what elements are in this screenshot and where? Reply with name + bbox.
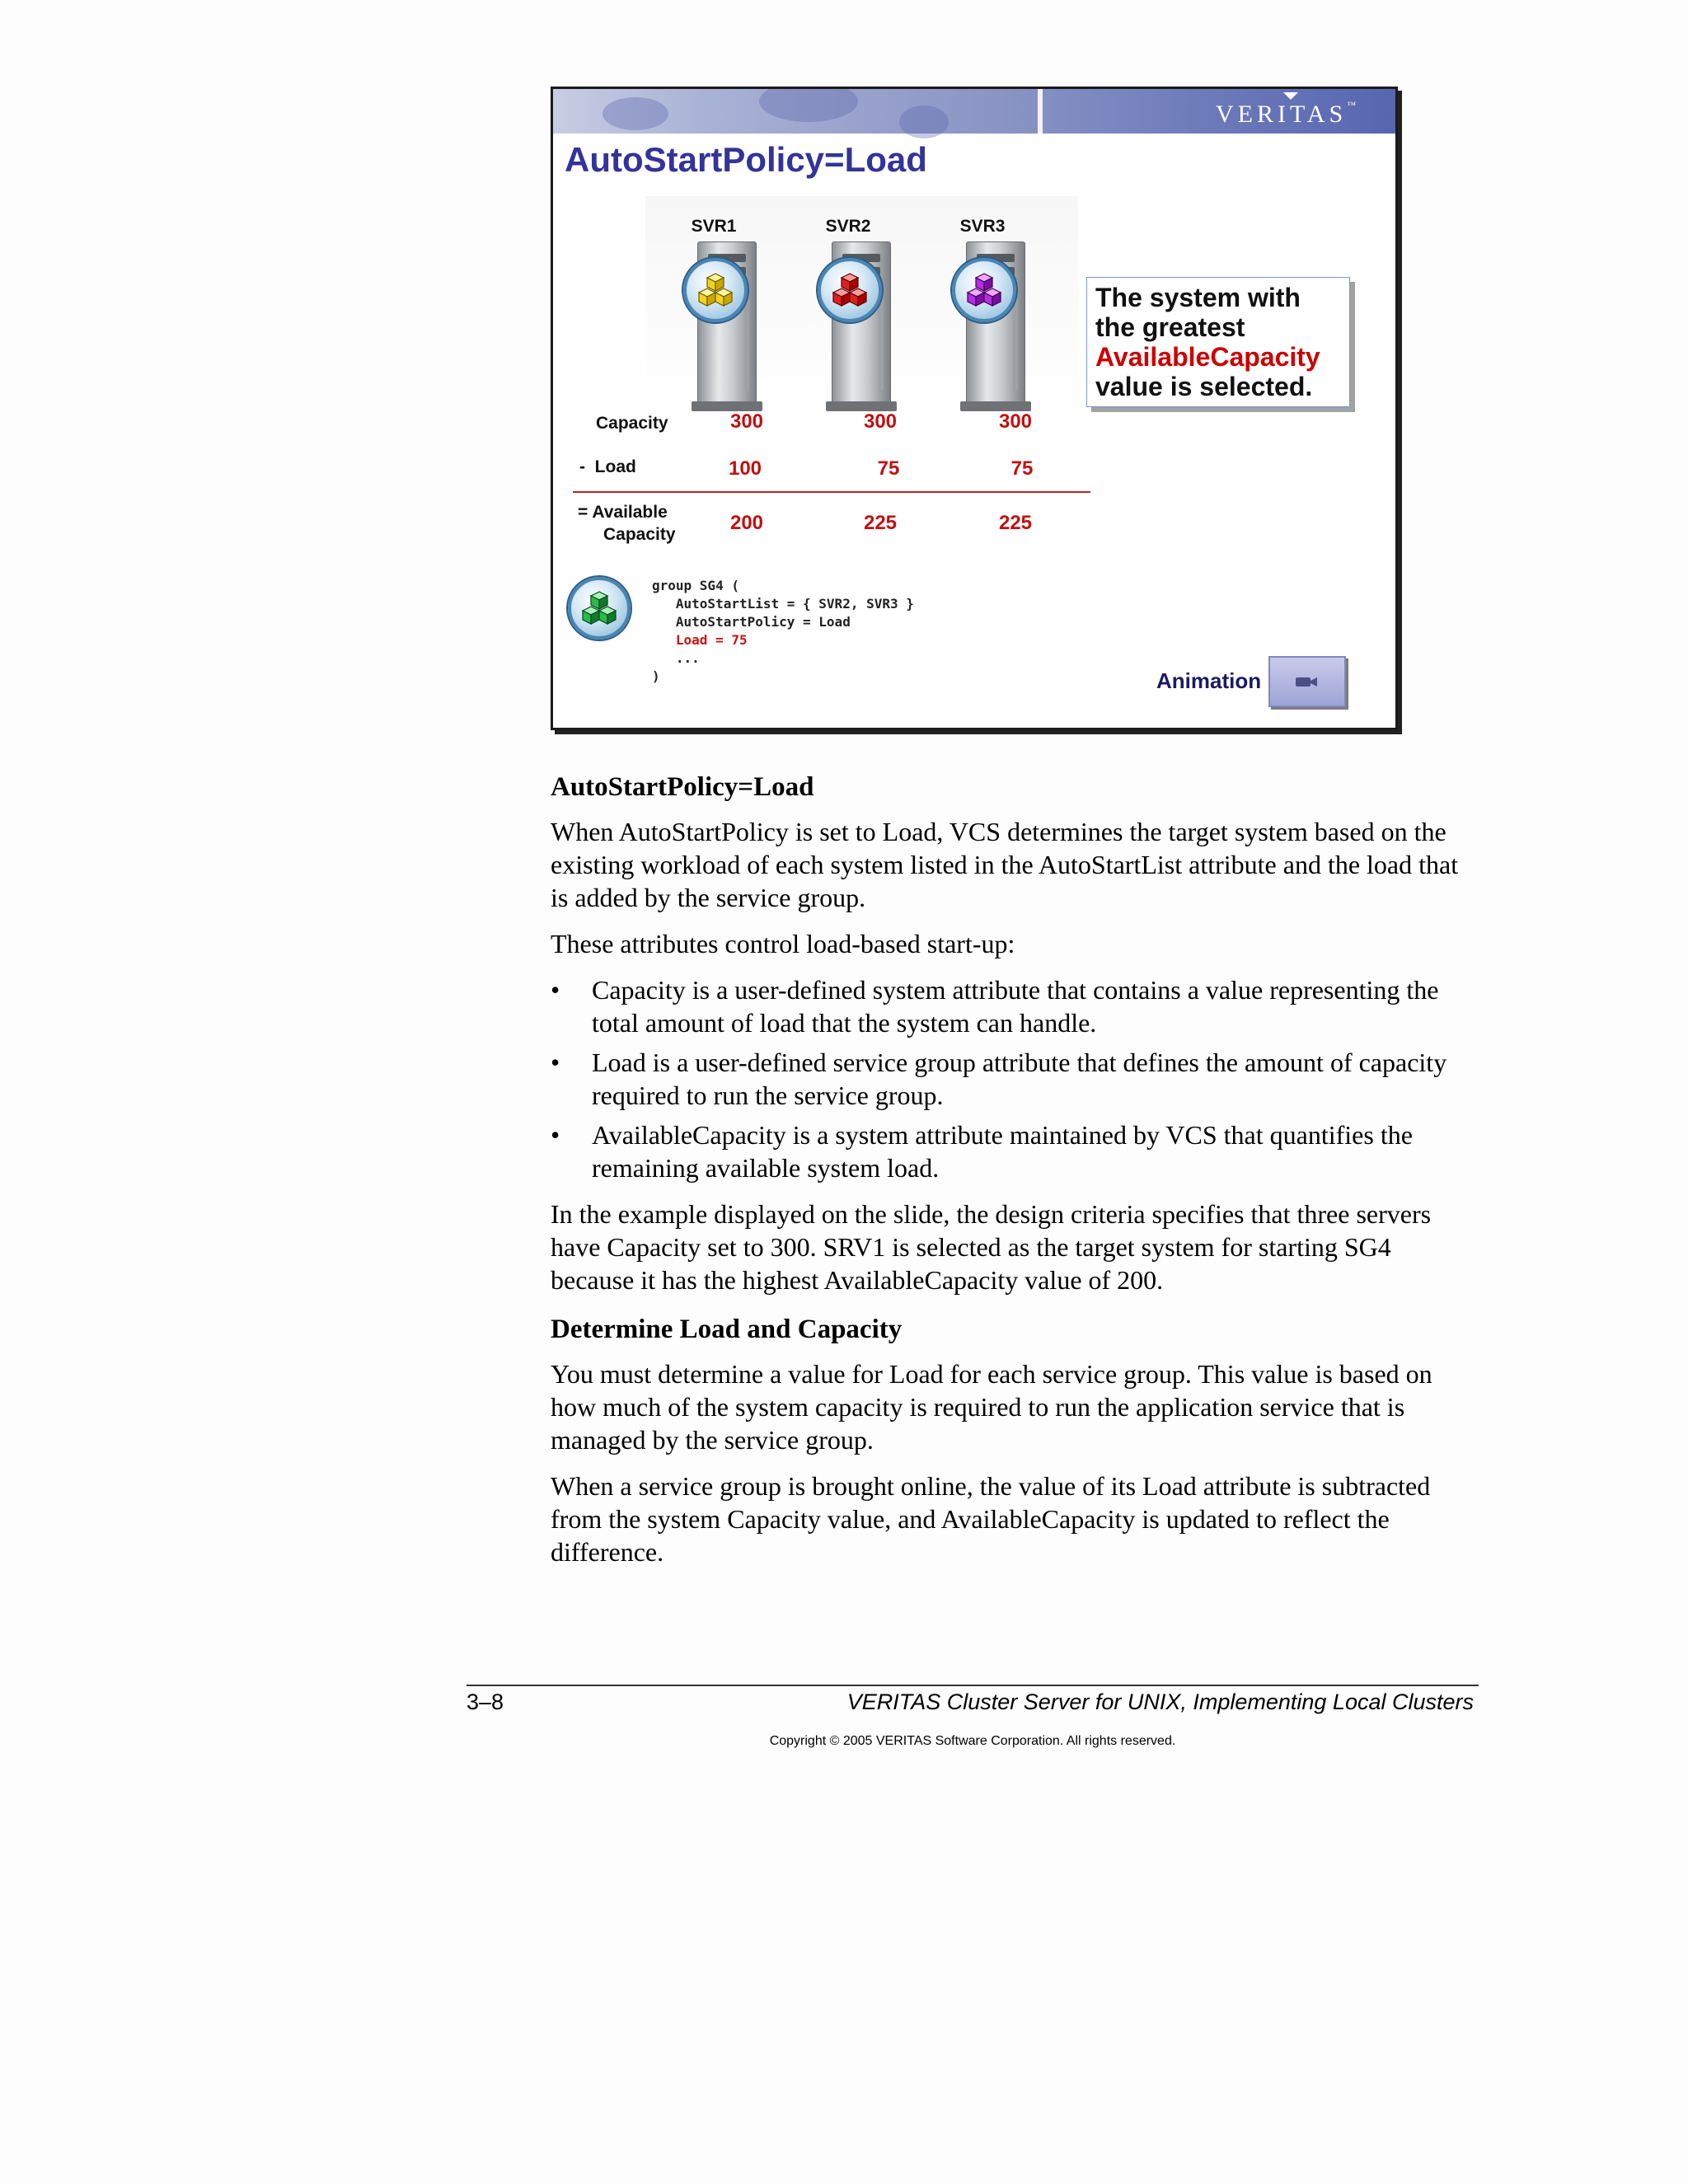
svr1-capacity-value: 300 — [729, 410, 764, 433]
paragraph: When a service group is brought online, the value of its Load attribute is subtracted from the system Capacity value, and AvailableCapacity is updated to reflect the difference. — [551, 1471, 1431, 1567]
code-line-highlight: Load = 75 — [652, 632, 748, 648]
callout-line: The system with — [1095, 283, 1301, 312]
server-name: SVR3 — [959, 217, 1006, 236]
list-item-text: Capacity is a user-defined system attribute that contains a value representing the total amount of load that the system can handle. — [592, 975, 1439, 1038]
animation-button[interactable] — [1268, 656, 1346, 707]
config-code-block — [652, 577, 914, 686]
server-name: SVR1 — [691, 217, 737, 236]
attribute-list — [551, 973, 1478, 1184]
bullet-icon: • — [551, 1047, 560, 1077]
svr2-available-value: 225 — [863, 512, 898, 534]
code-line: ) — [652, 668, 660, 684]
veritas-logo: VERITAS™ — [1215, 101, 1356, 128]
paragraph: When AutoStartPolicy is set to Load, VCS determines the target system based on the existing workload of each system listed in the AutoStartList attribute and the load that is added by the service group. — [551, 817, 1459, 912]
code-line: AutoStartList = { SVR2, SVR3 } — [652, 596, 914, 612]
paragraph: In the example displayed on the slide, the design criteria specifies that three servers have Capacity set to 300. SRV1 is selected as the target system for starting SG4 because it has the highest AvailableCapacity value of 200. — [551, 1199, 1432, 1295]
purple-cubes-icon — [952, 258, 1016, 322]
banner-decoration — [759, 87, 858, 122]
subtraction-rule — [573, 491, 1090, 493]
page-number: 3–8 — [467, 1690, 504, 1714]
list-item — [551, 973, 1478, 1039]
video-camera-icon — [1294, 674, 1319, 689]
svr1-load-value: 100 — [728, 457, 762, 480]
row-label-load: - Load — [579, 457, 636, 476]
code-line: AutoStartPolicy = Load — [652, 614, 851, 630]
footer-rule — [467, 1685, 1479, 1686]
code-line: group SG4 ( — [652, 578, 739, 593]
row-label-available: = Available — [578, 503, 668, 522]
animation-label: Animation — [1156, 668, 1262, 693]
bullet-icon: • — [551, 1120, 560, 1150]
section-heading: AutoStartPolicy=Load — [551, 772, 814, 802]
callout-line: value is selected. — [1095, 372, 1313, 401]
slide-title: AutoStartPolicy=Load — [565, 140, 927, 179]
svr3-capacity-value: 300 — [998, 410, 1033, 433]
callout-highlight: AvailableCapacity — [1095, 342, 1320, 372]
paragraph: You must determine a value for Load for each service group. This value is based on how much of the system capacity is required to run the application service that is managed by the service group. — [551, 1359, 1432, 1455]
veritas-mark-icon — [1283, 92, 1298, 100]
copyright-notice: Copyright © 2005 VERITAS Software Corporation. All rights reserved. — [769, 1734, 1176, 1748]
list-item-text: Load is a user-defined service group attribute that defines the amount of capacity required to run the service group. — [592, 1047, 1447, 1110]
list-item — [551, 1118, 1478, 1184]
list-item-text: AvailableCapacity is a system attribute maintained by VCS that quantifies the remaining available system load. — [592, 1120, 1413, 1183]
banner-divider — [1038, 89, 1043, 134]
svr3-available-value: 225 — [998, 512, 1033, 534]
selection-callout — [1086, 277, 1350, 407]
bullet-icon: • — [551, 975, 560, 1005]
svr2-capacity-value: 300 — [863, 410, 898, 433]
paragraph: These attributes control load-based start-up: — [551, 929, 1015, 958]
green-cubes-icon — [568, 577, 631, 640]
book-title: VERITAS Cluster Server for UNIX, Implementing Local Clusters — [846, 1690, 1474, 1714]
svr3-load-value: 75 — [1010, 457, 1034, 480]
row-label-available-capacity: Capacity — [603, 525, 676, 544]
svr1-available-value: 200 — [729, 512, 764, 534]
body-text — [551, 771, 1478, 1582]
callout-line: the greatest — [1095, 312, 1245, 342]
code-line: ... — [652, 650, 700, 666]
yellow-cubes-icon — [683, 258, 748, 322]
row-label-capacity: Capacity — [596, 414, 668, 433]
server-name: SVR2 — [825, 217, 871, 236]
svr2-load-value: 75 — [877, 457, 900, 480]
slide-banner — [553, 89, 1395, 134]
red-cubes-icon — [818, 258, 882, 322]
subsection-heading: Determine Load and Capacity — [551, 1315, 903, 1344]
slide-figure — [551, 87, 1398, 730]
banner-decoration — [603, 97, 668, 130]
banner-decoration — [899, 105, 949, 138]
list-item — [551, 1046, 1478, 1112]
